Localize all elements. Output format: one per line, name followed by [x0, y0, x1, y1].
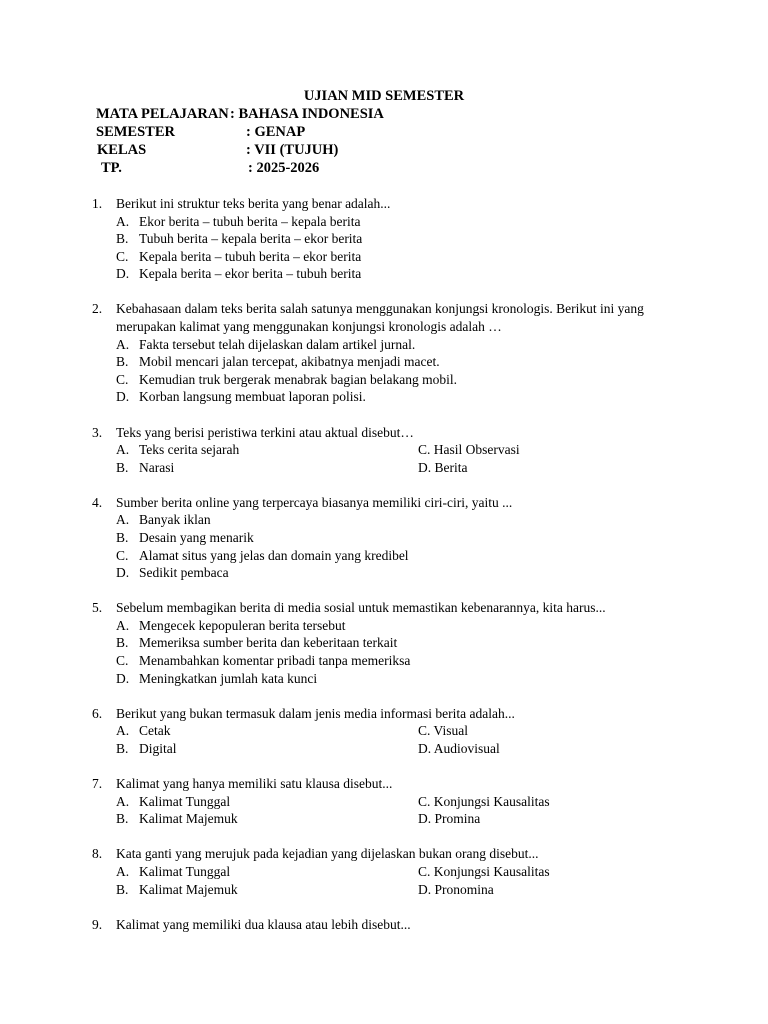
option-d	[116, 265, 692, 283]
option-letter: A.	[116, 336, 130, 352]
option-letter: A.	[116, 723, 130, 739]
option-right: C. Visual	[418, 723, 468, 739]
option-right: C. Konjungsi Kausalitas	[418, 793, 550, 809]
option-letter: A.	[116, 617, 130, 633]
option-row	[116, 722, 692, 740]
option-grid	[92, 863, 692, 898]
question-6	[92, 705, 692, 758]
option-text: Fakta tersebut telah dijelaskan dalam artikel jurnal.	[139, 336, 416, 352]
option-list	[92, 213, 692, 283]
option-b	[116, 634, 692, 652]
option-right: D. Pronomina	[418, 881, 494, 897]
option-text: Alamat situs yang jelas dan domain yang kredibel	[139, 547, 409, 563]
option-text: Mobil mencari jalan tercepat, akibatnya menjadi macet.	[139, 354, 440, 370]
exam-title: UJIAN MID SEMESTER	[303, 88, 465, 104]
option-a	[116, 511, 692, 529]
option-text: Korban langsung membuat laporan polisi.	[139, 389, 366, 405]
question-text	[92, 300, 692, 335]
option-text: Kepala berita – ekor berita – tubuh berita	[139, 266, 362, 282]
question-number: 6.	[92, 705, 103, 721]
option-list	[92, 336, 692, 406]
question-text	[92, 775, 692, 793]
option-text: Kalimat Tunggal	[139, 793, 231, 809]
question-9	[92, 916, 692, 934]
option-text: Kalimat Majemuk	[139, 881, 238, 897]
header-value: : 2025-2026	[248, 160, 320, 176]
question-text	[92, 599, 692, 617]
option-right: D. Promina	[418, 811, 481, 827]
option-letter: C.	[116, 547, 129, 563]
option-letter: B.	[116, 635, 129, 651]
option-letter: B.	[116, 354, 129, 370]
option-left	[116, 459, 174, 477]
question-prompt: Teks yang berisi peristiwa terkini atau aktual disebut…	[116, 424, 414, 440]
option-letter: D.	[116, 266, 130, 282]
option-list	[92, 617, 692, 687]
option-c	[116, 547, 692, 565]
option-letter: B.	[116, 530, 129, 545]
question-number: 3.	[92, 424, 103, 440]
option-letter: C.	[116, 248, 129, 264]
question-prompt: Kalimat yang memiliki dua klausa atau lebih disebut...	[116, 916, 411, 932]
option-letter: D.	[116, 670, 130, 686]
option-grid	[92, 793, 692, 828]
option-letter: B.	[116, 459, 129, 475]
option-letter: B.	[116, 740, 129, 756]
option-left	[116, 722, 171, 740]
option-left	[116, 863, 230, 881]
question-number: 8.	[92, 846, 103, 862]
option-row	[116, 863, 692, 881]
question-text	[92, 494, 692, 512]
option-c	[116, 371, 692, 389]
option-text: Meningkatkan jumlah kata kunci	[139, 670, 318, 686]
question-7	[92, 775, 692, 828]
option-letter: A.	[116, 512, 130, 528]
option-text: Kepala berita – tubuh berita – ekor berita	[139, 248, 362, 264]
question-8	[92, 845, 692, 898]
option-left	[116, 881, 238, 899]
question-list	[92, 195, 692, 951]
option-letter: B.	[116, 881, 129, 897]
option-c	[116, 248, 692, 266]
option-b	[116, 230, 692, 248]
option-text: Mengecek kepopuleran berita tersebut	[139, 617, 346, 633]
option-text: Menambahkan komentar pribadi tanpa memeriksa	[139, 653, 411, 669]
option-row	[116, 441, 692, 459]
option-row	[116, 793, 692, 811]
header-value: : GENAP	[246, 124, 306, 140]
question-3	[92, 424, 692, 477]
question-prompt: Kebahasaan dalam teks berita salah satunya menggunakan konjungsi kronologis. Berikut ini yang merupakan kalimat yang menggunakan konjungsi kronologis adalah …	[116, 301, 644, 335]
option-text: Sedikit pembaca	[139, 565, 229, 581]
question-2	[92, 300, 692, 406]
option-letter: B.	[116, 811, 129, 827]
option-text: Teks cerita sejarah	[139, 442, 240, 458]
option-a	[116, 617, 692, 635]
header-value: : VII (TUJUH)	[246, 142, 339, 158]
option-text: Kalimat Majemuk	[139, 811, 238, 827]
question-number: 5.	[92, 600, 103, 616]
option-text: Banyak iklan	[139, 512, 211, 528]
question-number: 4.	[92, 494, 103, 510]
option-a	[116, 213, 692, 231]
option-right: C. Hasil Observasi	[418, 442, 520, 458]
option-row	[116, 881, 692, 899]
question-number: 9.	[92, 916, 103, 932]
question-text	[92, 916, 692, 934]
header-value: : BAHASA INDONESIA	[230, 106, 384, 122]
option-right: D. Berita	[418, 459, 468, 475]
option-letter: D.	[116, 565, 130, 581]
question-prompt: Sumber berita online yang terpercaya biasanya memiliki ciri-ciri, yaitu ...	[116, 494, 513, 510]
option-right: C. Konjungsi Kausalitas	[418, 863, 550, 879]
option-text: Ekor berita – tubuh berita – kepala berita	[139, 213, 361, 229]
option-b	[116, 529, 692, 547]
question-text	[92, 845, 692, 863]
question-4	[92, 494, 692, 582]
question-text	[92, 705, 692, 723]
option-left	[116, 793, 230, 811]
header-label: TP.	[101, 160, 122, 176]
option-letter: B.	[116, 231, 129, 247]
option-d	[116, 564, 692, 582]
option-letter: A.	[116, 213, 130, 229]
option-left	[116, 740, 177, 758]
option-text: Kemudian truk bergerak menabrak bagian belakang mobil.	[139, 371, 458, 387]
question-number: 1.	[92, 196, 103, 211]
question-text	[92, 195, 692, 213]
option-left	[116, 441, 239, 459]
question-prompt: Kalimat yang hanya memiliki satu klausa disebut...	[116, 776, 393, 792]
option-c	[116, 652, 692, 670]
header-label: KELAS	[97, 142, 147, 158]
option-letter: A.	[116, 863, 130, 879]
question-prompt: Berikut ini struktur teks berita yang benar adalah...	[116, 196, 391, 211]
question-prompt: Kata ganti yang merujuk pada kejadian yang dijelaskan bukan orang disebut...	[116, 846, 539, 862]
option-list	[92, 511, 692, 581]
option-letter: C.	[116, 371, 129, 387]
question-prompt: Berikut yang bukan termasuk dalam jenis media informasi berita adalah...	[116, 705, 515, 721]
option-b	[116, 353, 692, 371]
option-text: Cetak	[139, 723, 171, 739]
question-number: 2.	[92, 301, 103, 317]
option-letter: A.	[116, 442, 130, 458]
option-text: Narasi	[139, 459, 175, 475]
option-d	[116, 388, 692, 406]
option-text: Kalimat Tunggal	[139, 863, 231, 879]
header-label: MATA PELAJARAN	[96, 106, 229, 122]
header-label: SEMESTER	[96, 124, 175, 140]
option-grid	[92, 441, 692, 476]
question-number: 7.	[92, 776, 103, 792]
option-text: Tubuh berita – kepala berita – ekor berita	[139, 231, 363, 247]
option-a	[116, 336, 692, 354]
option-row	[116, 740, 692, 758]
option-d	[116, 670, 692, 688]
option-text: Desain yang menarik	[139, 530, 254, 545]
option-text: Memeriksa sumber berita dan keberitaan terkait	[139, 635, 398, 651]
option-grid	[92, 722, 692, 757]
question-text	[92, 424, 692, 442]
option-text: Digital	[139, 740, 177, 756]
question-5	[92, 599, 692, 687]
question-1	[92, 195, 692, 283]
option-right: D. Audiovisual	[418, 740, 500, 756]
question-prompt: Sebelum membagikan berita di media sosial untuk memastikan kebenarannya, kita harus...	[116, 600, 606, 616]
option-left	[116, 810, 238, 828]
option-row	[116, 459, 692, 477]
option-letter: A.	[116, 793, 130, 809]
option-letter: D.	[116, 389, 130, 405]
option-letter: C.	[116, 653, 129, 669]
option-row	[116, 810, 692, 828]
